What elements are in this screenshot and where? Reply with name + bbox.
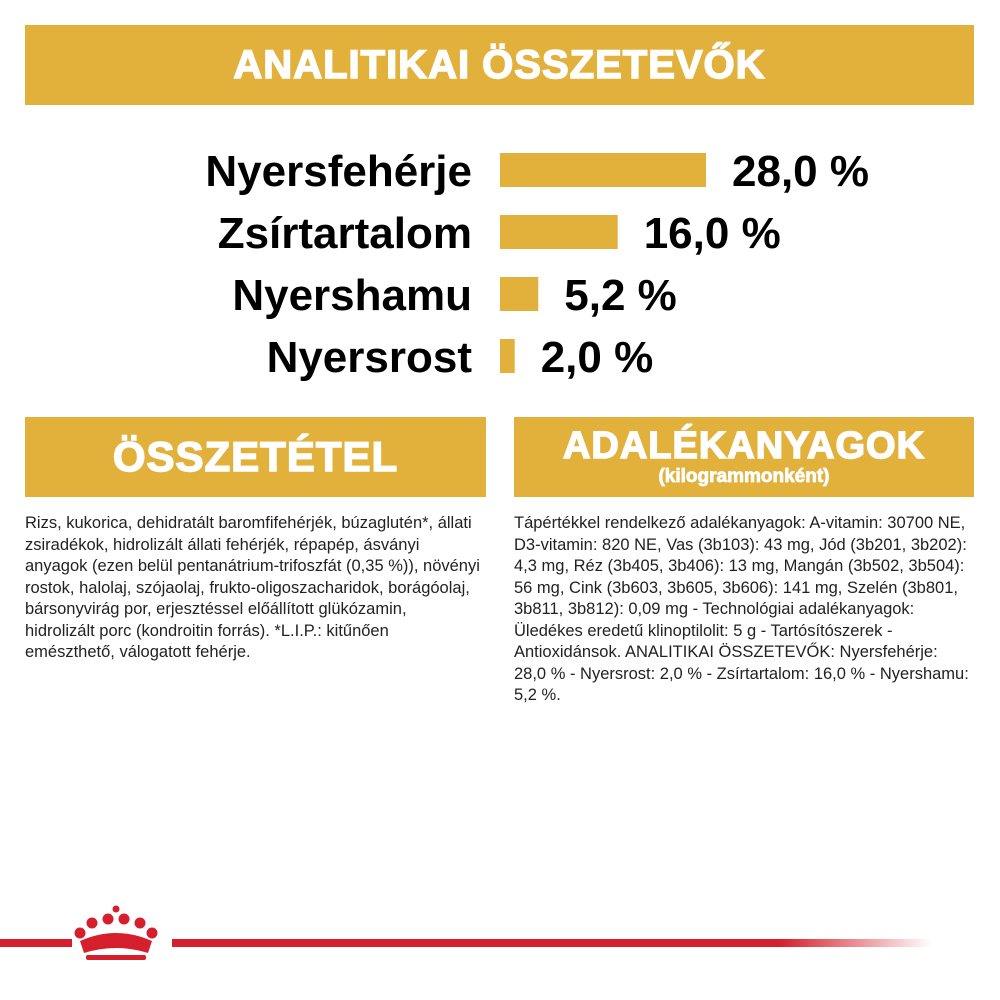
composition-text: Rizs, kukorica, dehidratált baromfifehérjék, búzaglutén*, állati zsiradékok, hidrolizált állati fehérjék, répapép, ásványi anyagok (ezen belül pentanátrium-trifoszfát (0,35 %)), növényi rostok, halolaj, szójaolaj, frukto-oligoszacharidok, borágóolaj, bársonyvirág por, erjesztéssel előállított glükózamin, hidrolizált porc (kondroitin forrás). *L.I.P.: kitűnően emészthető, válogatott fehérje. <box>25 514 480 661</box>
footer-line-left <box>0 939 72 947</box>
bar-nyersfehérje <box>500 153 706 187</box>
composition-banner <box>25 417 486 497</box>
bar-nyersrost <box>500 339 515 373</box>
additives-subtitle: (kilogrammonként) <box>658 466 830 487</box>
analytical-banner <box>25 25 974 105</box>
category-label: Nyersrost <box>266 333 472 382</box>
analytical-chart <box>0 140 1000 390</box>
category-label: Zsírtartalom <box>217 209 472 258</box>
category-label: Nyersfehérje <box>205 147 472 196</box>
footer-line-right <box>172 939 932 947</box>
category-label: Nyershamu <box>232 271 472 320</box>
value-label: 16,0 % <box>643 209 781 258</box>
bar-nyershamu <box>500 277 538 311</box>
footer-band <box>0 905 1000 965</box>
analytical-title: ANALITIKAI ÖSSZETEVŐK <box>233 42 766 87</box>
value-label: 2,0 % <box>540 333 654 382</box>
additives-banner <box>514 417 974 497</box>
value-label: 28,0 % <box>732 147 869 196</box>
additives-text: Tápértékkel rendelkező adalékanyagok: A-vitamin: 30700 NE, D3-vitamin: 820 NE, Vas (3b103): 43 mg, Jód (3b201, 3b202): 4,3 mg, Réz (3b405, 3b406): 13 mg, Mangán (3b502, 3b504): 56 mg, Cink (3b603, 3b605, 3b606): 141 mg, Szelén (3b801, 3b811, 3b812): 0,09 mg - Technológiai adalékanyagok: Üledékes eredetű klinoptilolit: 5 g - Tartósítószerek - Antioxidánsok. ANALITIKAI ÖSSZETEVŐK: Nyersfehérje: 28,0 % - Nyersrost: 2,0 % - Zsírtartalom: 16,0 % - Nyershamu: 5,2 %. <box>514 514 969 704</box>
additives-title: ADALÉKANYAGOK <box>562 425 926 467</box>
crown-icon <box>75 906 158 961</box>
value-label: 5,2 % <box>564 271 677 320</box>
bar-zsírtartalom <box>500 215 618 249</box>
composition-title: ÖSSZETÉTEL <box>112 433 399 480</box>
